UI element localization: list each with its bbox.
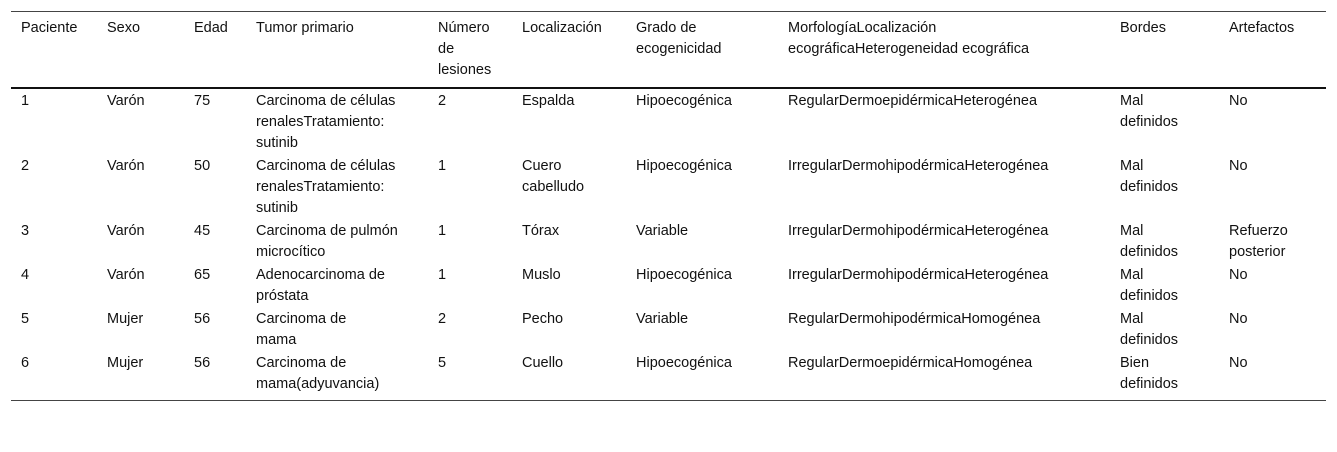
tumor-primario-text: Carcinoma de células renalesTratamiento: sutinib — [256, 158, 396, 216]
cell-paciente: 1 — [21, 93, 30, 109]
bordes-text: Bien definidos — [1120, 355, 1179, 392]
patients-table — [11, 11, 1326, 401]
header-artefactos: Artefactos — [1229, 20, 1295, 36]
table-body — [11, 88, 1326, 401]
cell-grado-ecogenicidad: Variable — [636, 223, 689, 239]
cell-grado-ecogenicidad: Variable — [636, 311, 689, 327]
cell-numero-lesiones: 1 — [438, 267, 447, 283]
cell-localizacion: Espalda — [522, 93, 575, 109]
table-row — [11, 88, 1326, 155]
cell-sexo: Mujer — [107, 311, 144, 327]
cell-sexo: Varón — [107, 267, 145, 283]
header-paciente: Paciente — [21, 20, 78, 36]
cell-numero-lesiones: 5 — [438, 355, 447, 371]
header-tumor-primario: Tumor primario — [256, 20, 354, 36]
cell-edad: 56 — [194, 311, 211, 327]
table-row — [11, 220, 1326, 264]
localizacion-text: Cuero cabelludo — [522, 158, 585, 195]
bordes-text: Mal definidos — [1120, 311, 1179, 348]
cell-localizacion — [512, 155, 626, 220]
cell-sexo: Varón — [107, 158, 145, 174]
cell-tumor-primario — [246, 264, 428, 308]
cell-localizacion: Cuello — [522, 355, 564, 371]
cell-artefactos: No — [1229, 355, 1248, 371]
bordes-text: Mal definidos — [1120, 158, 1179, 195]
cell-paciente: 2 — [21, 158, 30, 174]
cell-localizacion: Muslo — [522, 267, 561, 283]
cell-paciente: 3 — [21, 223, 30, 239]
cell-numero-lesiones: 1 — [438, 223, 447, 239]
header-sexo: Sexo — [107, 20, 141, 36]
cell-tumor-primario — [246, 220, 428, 264]
cell-bordes — [1110, 352, 1219, 401]
table-row — [11, 264, 1326, 308]
table-row — [11, 352, 1326, 401]
table-row — [11, 155, 1326, 220]
bordes-text: Mal definidos — [1120, 93, 1179, 130]
table-row — [11, 308, 1326, 352]
cell-sexo: Mujer — [107, 355, 144, 371]
cell-grado-ecogenicidad: Hipoecogénica — [636, 158, 732, 174]
cell-sexo: Varón — [107, 223, 145, 239]
patients-table-container — [11, 11, 1326, 401]
cell-tumor-primario — [246, 352, 428, 401]
header-localizacion: Localización — [522, 20, 602, 36]
cell-artefactos: No — [1229, 158, 1248, 174]
cell-bordes — [1110, 88, 1219, 155]
cell-grado-ecogenicidad: Hipoecogénica — [636, 267, 732, 283]
cell-tumor-primario — [246, 308, 428, 352]
bordes-text: Mal definidos — [1120, 267, 1179, 304]
tumor-primario-text: Carcinoma de pulmón microcítico — [256, 223, 398, 260]
header-numero-lesiones-text: Número de lesiones — [438, 20, 492, 78]
cell-bordes — [1110, 264, 1219, 308]
cell-morfologia: RegularDermoepidérmicaHomogénea — [788, 355, 1033, 371]
cell-bordes — [1110, 220, 1219, 264]
header-edad: Edad — [194, 20, 228, 36]
artefactos-text: Refuerzo posterior — [1229, 223, 1288, 260]
cell-numero-lesiones: 2 — [438, 93, 447, 109]
tumor-primario-text: Carcinoma de mama(adyuvancia) — [256, 355, 380, 392]
header-grado-ecogenicidad — [626, 12, 778, 89]
cell-artefactos: No — [1229, 93, 1248, 109]
cell-edad: 75 — [194, 93, 211, 109]
tumor-primario-text: Carcinoma de células renalesTratamiento: sutinib — [256, 93, 396, 151]
table-header — [11, 12, 1326, 89]
cell-bordes — [1110, 308, 1219, 352]
cell-paciente: 5 — [21, 311, 30, 327]
header-bordes: Bordes — [1120, 20, 1166, 36]
cell-morfologia: IrregularDermohipodérmicaHeterogénea — [788, 158, 1049, 174]
cell-localizacion: Pecho — [522, 311, 564, 327]
cell-tumor-primario — [246, 155, 428, 220]
cell-morfologia: IrregularDermohipodérmicaHeterogénea — [788, 267, 1049, 283]
cell-edad: 56 — [194, 355, 211, 371]
cell-morfologia: RegularDermoepidérmicaHeterogénea — [788, 93, 1038, 109]
cell-tumor-primario — [246, 88, 428, 155]
cell-paciente: 6 — [21, 355, 30, 371]
cell-edad: 65 — [194, 267, 211, 283]
cell-localizacion: Tórax — [522, 223, 560, 239]
cell-numero-lesiones: 1 — [438, 158, 447, 174]
cell-morfologia: RegularDermohipodérmicaHomogénea — [788, 311, 1041, 327]
header-grado-ecogenicidad-text: Grado de ecogenicidad — [636, 20, 722, 57]
cell-paciente: 4 — [21, 267, 30, 283]
cell-bordes — [1110, 155, 1219, 220]
cell-sexo: Varón — [107, 93, 145, 109]
header-row — [11, 12, 1326, 89]
tumor-primario-text: Carcinoma de mama — [256, 311, 347, 348]
header-numero-lesiones — [428, 12, 512, 89]
cell-edad: 50 — [194, 158, 211, 174]
cell-grado-ecogenicidad: Hipoecogénica — [636, 355, 732, 371]
cell-edad: 45 — [194, 223, 211, 239]
cell-artefactos — [1219, 220, 1326, 264]
bordes-text: Mal definidos — [1120, 223, 1179, 260]
cell-grado-ecogenicidad: Hipoecogénica — [636, 93, 732, 109]
cell-morfologia: IrregularDermohipodérmicaHeterogénea — [788, 223, 1049, 239]
cell-artefactos: No — [1229, 311, 1248, 327]
cell-numero-lesiones: 2 — [438, 311, 447, 327]
header-morfologia-text: MorfologíaLocalización ecográficaHeterogeneidad ecográfica — [788, 20, 1030, 57]
tumor-primario-text: Adenocarcinoma de próstata — [256, 267, 385, 304]
header-morfologia — [778, 12, 1110, 89]
cell-artefactos: No — [1229, 267, 1248, 283]
